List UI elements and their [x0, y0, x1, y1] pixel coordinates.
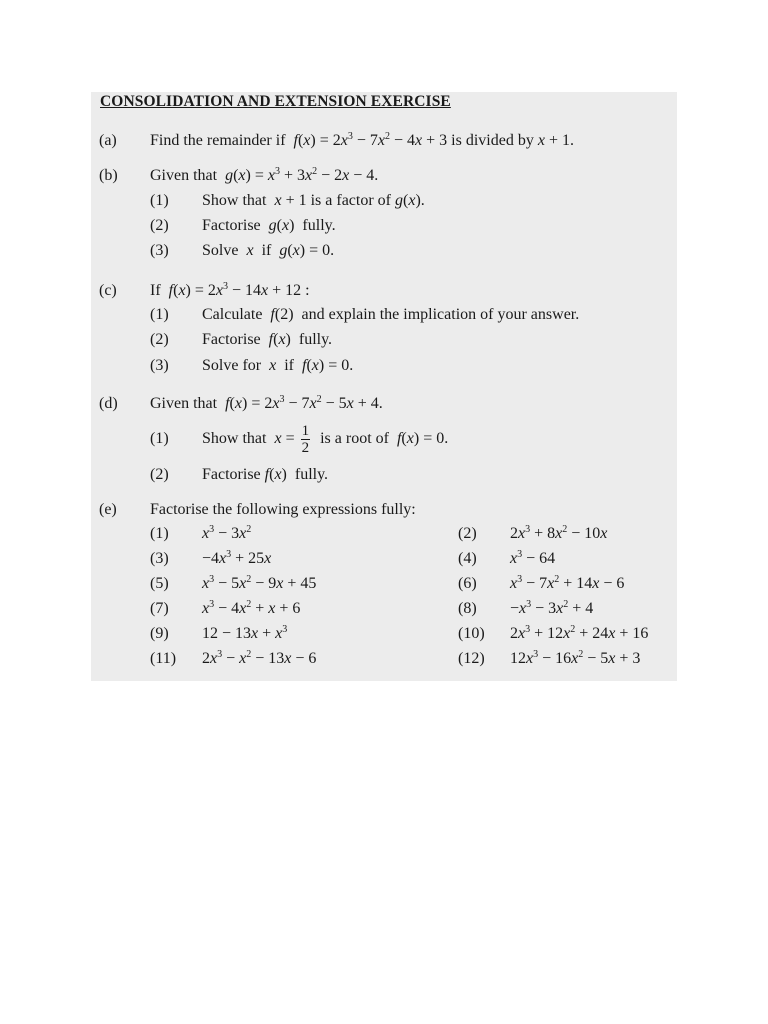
expr-number: (5) — [150, 575, 169, 592]
part-b-item-number: (3) — [150, 242, 169, 259]
expr-number: (2) — [458, 525, 477, 542]
expr-number: (12) — [458, 650, 485, 667]
part-d-item-number: (2) — [150, 466, 169, 483]
part-b-text: Given that $g(x) = x^3 + 3x^2 - 2x - 4$. — [150, 166, 379, 184]
part-a-text: Find the remainder if $f(x) = 2x^3 - 7x^2 - 4x + 3$ is divided by x + 1. — [150, 131, 574, 149]
part-c-item-number: (2) — [150, 331, 169, 348]
part-b-item-number: (1) — [150, 192, 169, 209]
expr-number: (9) — [150, 625, 169, 642]
expr: $12x^3 - 16x^2 - 5x + 3$ — [510, 649, 641, 667]
part-d-text: Given that $f(x) = 2x^3 - 7x^2 - 5x + 4$. — [150, 394, 383, 412]
expr: $2x^3 - x^2 - 13x - 6$ — [202, 649, 317, 667]
expr: $x^3 - 4x^2 + x + 6$ — [202, 599, 301, 617]
part-a-label: (a) — [99, 132, 117, 149]
part-c-item-number: (3) — [150, 357, 169, 374]
expr-number: (7) — [150, 600, 169, 617]
part-c-text: If $f(x) = 2x^3 - 14x + 12$ : — [150, 281, 310, 299]
part-b-item-text: Factorise g(x) fully. — [202, 217, 336, 234]
part-c-item-text: Solve for x if f(x) = 0. — [202, 357, 354, 374]
part-b-label: (b) — [99, 167, 118, 184]
part-c-item-text: Factorise f(x) fully. — [202, 331, 333, 348]
part-d-label: (d) — [99, 395, 118, 412]
expr: $12 - 13x + x^3$ — [202, 624, 288, 642]
part-b-item-number: (2) — [150, 217, 169, 234]
expr-number: (6) — [458, 575, 477, 592]
expr: $-4x^3 + 25x$ — [202, 549, 272, 567]
part-e-label: (e) — [99, 501, 117, 518]
expr: $x^3 - 3x^2$ — [202, 524, 252, 542]
expr-number: (4) — [458, 550, 477, 567]
part-e-text: Factorise the following expressions fully: — [150, 501, 416, 518]
expr: $2x^3 + 8x^2 - 10x$ — [510, 524, 608, 542]
expr-number: (8) — [458, 600, 477, 617]
expr-number: (10) — [458, 625, 485, 642]
exercise-sheet — [91, 92, 677, 681]
expr: $x^3 - 7x^2 + 14x - 6$ — [510, 574, 625, 592]
part-b-item-text: Show that x + 1 is a factor of g(x). — [202, 192, 425, 209]
expr: $2x^3 + 12x^2 + 24x + 16$ — [510, 624, 649, 642]
part-d-item-text: Show that x = $\frac{1}{2}$ is a root of f(x) = 0. — [202, 422, 449, 456]
expr: $x^3 - 64$ — [510, 549, 556, 567]
expr: $x^3 - 5x^2 - 9x + 45$ — [202, 574, 317, 592]
part-d-item-text: Factorise f(x) fully. — [202, 466, 329, 483]
expr-number: (11) — [150, 650, 177, 667]
part-b-item-text: Solve x if g(x) = 0. — [202, 242, 335, 259]
part-c-item-text: Calculate f(2) and explain the implication of your answer. — [202, 306, 580, 323]
expr: $-x^3 - 3x^2 + 4$ — [510, 599, 594, 617]
part-c-label: (c) — [99, 282, 117, 299]
exercise-heading: CONSOLIDATION AND EXTENSION EXERCISE — [100, 93, 451, 110]
part-c-item-number: (1) — [150, 306, 169, 323]
expr-number: (3) — [150, 550, 169, 567]
part-d-item-number: (1) — [150, 430, 169, 447]
expr-number: (1) — [150, 525, 169, 542]
